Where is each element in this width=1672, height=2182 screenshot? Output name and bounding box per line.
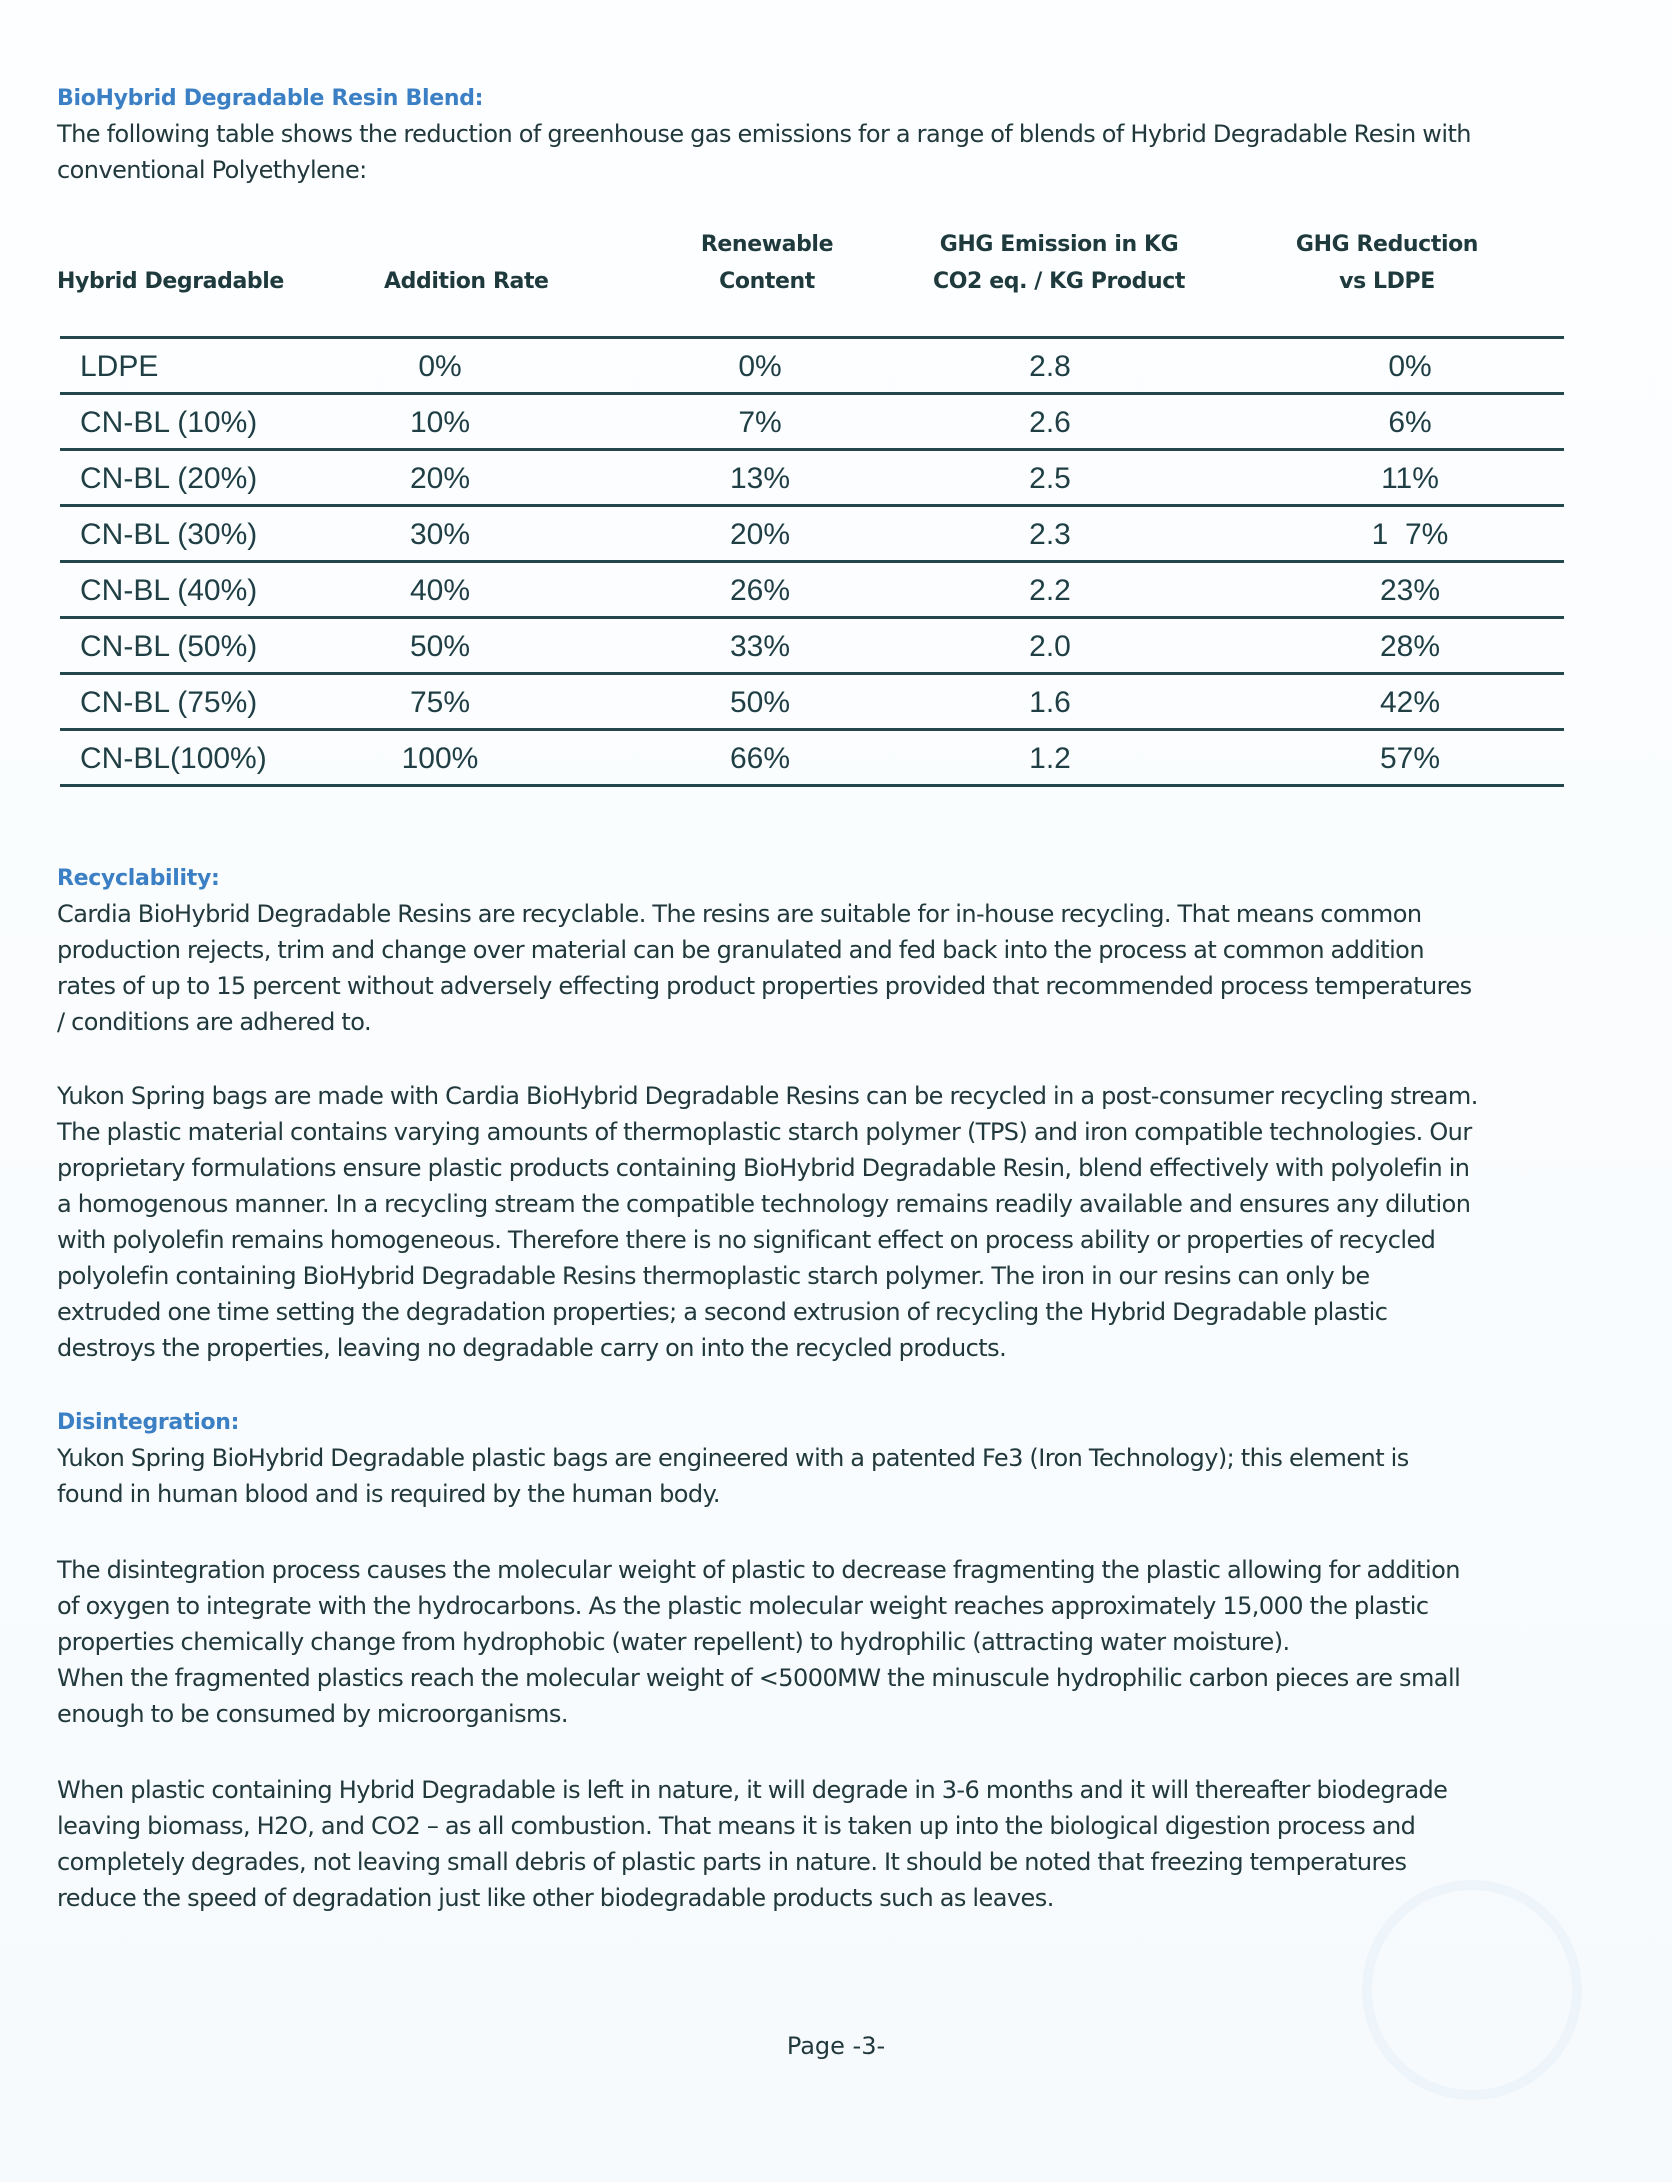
text-line: polyolefin containing BioHybrid Degradable Resins thermoplastic starch polymer. The iron in our resins can only be — [57, 1262, 1370, 1290]
text-line: enough to be consumed by microorganisms. — [57, 1700, 568, 1728]
table-row — [60, 616, 1564, 672]
disintegration-paragraph-2 — [57, 1552, 1637, 1732]
header-text: Hybrid Degradable — [57, 269, 284, 294]
cell-ghg-reduction: 57% — [1379, 742, 1441, 775]
header-text: GHG Emission in KG — [939, 232, 1179, 257]
cell-blend: CN-BL (30%) — [80, 518, 258, 551]
section-heading-recyclability: Recyclability: — [57, 866, 220, 891]
text-line: When the fragmented plastics reach the molecular weight of <5000MW the minuscule hydrophilic carbon pieces are small — [57, 1664, 1461, 1692]
cell-ghg-emission: 2.6 — [1029, 406, 1071, 439]
table-row — [60, 672, 1564, 728]
text-line: Yukon Spring BioHybrid Degradable plastic bags are engineered with a patented Fe3 (Iron Technology); this element is — [57, 1444, 1409, 1472]
ghg-table-header — [57, 225, 1567, 305]
cell-blend: CN-BL (40%) — [80, 574, 258, 607]
text-line: The plastic material contains varying amounts of thermoplastic starch polymer (TPS) and iron compatible technologies. Our — [57, 1118, 1472, 1146]
cell-renewable-content: 13% — [729, 462, 791, 495]
text-line: leaving biomass, H2O, and CO2 – as all combustion. That means it is taken up into the biological digestion process and — [57, 1812, 1416, 1840]
text-line: The following table shows the reduction of greenhouse gas emissions for a range of blends of Hybrid Degradable Resin with — [57, 120, 1471, 148]
text-line: Cardia BioHybrid Degradable Resins are recyclable. The resins are suitable for in-house recycling. That means common — [57, 900, 1422, 928]
cell-renewable-content: 66% — [729, 742, 791, 775]
cell-ghg-emission: 1.6 — [1029, 686, 1071, 719]
cell-addition-rate: 100% — [401, 742, 479, 775]
section-heading-disintegration: Disintegration: — [57, 1410, 240, 1435]
cell-addition-rate: 20% — [409, 462, 471, 495]
cell-ghg-emission: 2.3 — [1029, 518, 1071, 551]
text-line: found in human blood and is required by the human body. — [57, 1480, 720, 1508]
text-line: reduce the speed of degradation just like other biodegradable products such as leaves. — [57, 1884, 1054, 1912]
cell-addition-rate: 40% — [409, 574, 471, 607]
cell-ghg-emission: 2.2 — [1029, 574, 1071, 607]
cell-addition-rate: 0% — [418, 350, 462, 383]
text-line: proprietary formulations ensure plastic products containing BioHybrid Degradable Resin, blend effectively with polyolefin in — [57, 1154, 1470, 1182]
cell-blend: CN-BL (75%) — [80, 686, 258, 719]
column-header-hybrid-degradable — [57, 263, 284, 300]
text-line: destroys the properties, leaving no degradable carry on into the recycled products. — [57, 1334, 1007, 1362]
cell-addition-rate: 30% — [409, 518, 471, 551]
header-text: Addition Rate — [384, 269, 549, 294]
table-row — [60, 504, 1564, 560]
text-line: production rejects, trim and change over material can be granulated and fed back into the process at common addition — [57, 936, 1424, 964]
text-line: rates of up to 15 percent without adversely effecting product properties provided that recommended process temperatures — [57, 972, 1472, 1000]
cell-ghg-emission: 2.5 — [1029, 462, 1071, 495]
text-line: When plastic containing Hybrid Degradable is left in nature, it will degrade in 3-6 months and it will thereafter biodegrade — [57, 1776, 1448, 1804]
section-heading-blend: BioHybrid Degradable Resin Blend: — [57, 86, 484, 111]
cell-ghg-reduction: 42% — [1379, 686, 1441, 719]
cell-addition-rate: 50% — [409, 630, 471, 663]
text-line: extruded one time setting the degradation properties; a second extrusion of recycling the Hybrid Degradable plastic — [57, 1298, 1388, 1326]
cell-renewable-content: 20% — [729, 518, 791, 551]
text-line: completely degrades, not leaving small debris of plastic parts in nature. It should be noted that freezing temperatures — [57, 1848, 1407, 1876]
cell-ghg-reduction: 1 7% — [1371, 518, 1449, 551]
table-row — [60, 728, 1564, 787]
column-header-addition-rate — [384, 263, 549, 300]
ghg-table-body — [60, 336, 1564, 787]
recyclability-paragraph-2 — [57, 1078, 1637, 1366]
cell-blend: CN-BL (20%) — [80, 462, 258, 495]
disintegration-paragraph-1 — [57, 1440, 1637, 1512]
column-header-ghg-reduction — [1237, 226, 1537, 300]
text-line: a homogenous manner. In a recycling stream the compatible technology remains readily available and ensures any dilution — [57, 1190, 1471, 1218]
recyclability-paragraph-1 — [57, 896, 1637, 1040]
cell-addition-rate: 10% — [409, 406, 471, 439]
column-header-renewable-content — [667, 226, 867, 300]
table-row — [60, 392, 1564, 448]
blend-intro-paragraph — [57, 116, 1637, 188]
header-text: CO2 eq. / KG Product — [932, 269, 1185, 294]
header-text: GHG Reduction — [1295, 232, 1479, 257]
table-row — [60, 560, 1564, 616]
cell-ghg-reduction: 6% — [1388, 406, 1432, 439]
cell-ghg-reduction: 0% — [1388, 350, 1432, 383]
cell-blend: CN-BL (50%) — [80, 630, 258, 663]
text-line: of oxygen to integrate with the hydrocarbons. As the plastic molecular weight reaches approximately 15,000 the plastic — [57, 1592, 1429, 1620]
text-line: with polyolefin remains homogeneous. Therefore there is no significant effect on process ability or properties of recycled — [57, 1226, 1436, 1254]
cell-addition-rate: 75% — [409, 686, 471, 719]
cell-renewable-content: 33% — [729, 630, 791, 663]
text-line: Yukon Spring bags are made with Cardia BioHybrid Degradable Resins can be recycled in a post-consumer recycling stream. — [57, 1082, 1478, 1110]
header-text: Renewable — [700, 232, 834, 257]
cell-blend: LDPE — [80, 350, 159, 383]
cell-ghg-reduction: 23% — [1379, 574, 1441, 607]
cell-blend: CN-BL(100%) — [80, 742, 267, 775]
cell-ghg-emission: 2.8 — [1029, 350, 1071, 383]
table-row — [60, 448, 1564, 504]
cell-ghg-emission: 2.0 — [1029, 630, 1071, 663]
cell-ghg-reduction: 28% — [1379, 630, 1441, 663]
cell-renewable-content: 26% — [729, 574, 791, 607]
disintegration-paragraph-3 — [57, 1772, 1637, 1916]
header-text: Content — [719, 269, 815, 294]
table-row — [60, 336, 1564, 392]
page-number: Page -3- — [786, 2032, 886, 2060]
header-text: vs LDPE — [1339, 269, 1435, 294]
text-line: / conditions are adhered to. — [57, 1008, 372, 1036]
text-line: properties chemically change from hydrophobic (water repellent) to hydrophilic (attracting water moisture). — [57, 1628, 1290, 1656]
cell-renewable-content: 0% — [738, 350, 782, 383]
column-header-ghg-emission — [889, 226, 1229, 300]
cell-blend: CN-BL (10%) — [80, 406, 258, 439]
cell-renewable-content: 7% — [738, 406, 782, 439]
cell-ghg-emission: 1.2 — [1029, 742, 1071, 775]
cell-ghg-reduction: 11% — [1381, 462, 1439, 495]
text-line: The disintegration process causes the molecular weight of plastic to decrease fragmenting the plastic allowing for addition — [57, 1556, 1460, 1584]
text-line: conventional Polyethylene: — [57, 156, 367, 184]
cell-renewable-content: 50% — [729, 686, 791, 719]
